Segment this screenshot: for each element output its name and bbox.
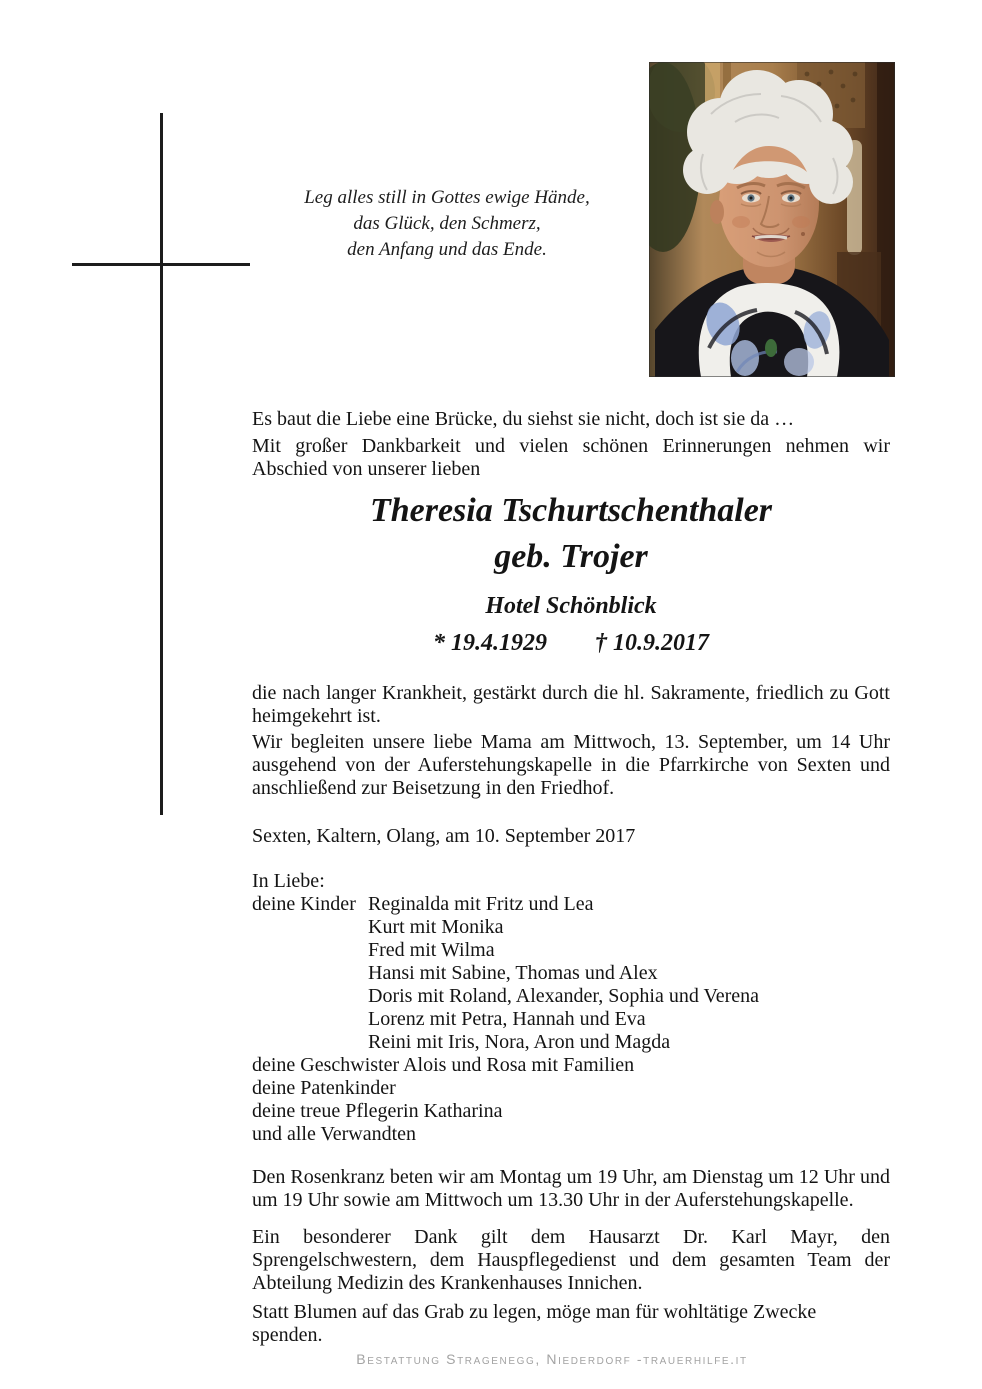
verse-line: Leg alles still in Gottes ewige Hände, (304, 187, 590, 208)
mourner-line: deine Geschwister Alois und Rosa mit Familien (252, 1054, 635, 1076)
mourner-line: und alle Verwandten (252, 1123, 417, 1145)
place-date-line: Sexten, Kaltern, Olang, am 10. September 2017 (252, 825, 636, 847)
child-row-names: Reginalda mit Fritz und Lea (368, 893, 594, 915)
death-date: † 10.9.2017 (595, 630, 709, 656)
mourner-line: deine treue Pflegerin Katharina (252, 1100, 503, 1122)
rosary-paragraph: Den Rosenkranz beten wir am Montag um 19 Uhr, am Dienstag um 12 Uhr und um 19 Uhr sowie am Mittwoch um 13.30 Uhr in der Auferstehungskapelle. (252, 1166, 890, 1211)
deceased-house: Hotel Schönblick (485, 593, 657, 619)
child-row (252, 939, 912, 962)
cross-icon-bar (72, 263, 250, 266)
child-row-label (252, 985, 368, 1008)
child-row (252, 1031, 912, 1054)
child-row-names: Kurt mit Monika (368, 916, 504, 938)
child-row (252, 985, 912, 1008)
other-mourners-list (252, 1054, 912, 1146)
intro-paragraph: Mit großer Dankbarkeit und vielen schönen Erinnerungen nehmen wir Abschied von unserer lieben (252, 435, 890, 480)
child-row-label (252, 962, 368, 985)
child-row-names: Doris mit Roland, Alexander, Sophia und Verena (368, 985, 759, 1007)
thanks-paragraph: Ein besonderer Dank gilt dem Hausarzt Dr. Karl Mayr, den Sprengelschwestern, dem Hauspflegedienst und dem gesamten Team der Abteilung Medizin des Krankenhauses Innichen. (252, 1226, 890, 1294)
verse-line: das Glück, den Schmerz, (353, 213, 541, 234)
mourners-heading: In Liebe: (252, 870, 325, 892)
child-row-names: Lorenz mit Petra, Hannah und Eva (368, 1008, 646, 1030)
passing-paragraph: die nach langer Krankheit, gestärkt durch die hl. Sakramente, friedlich zu Gott heimgekehrt ist. (252, 682, 890, 727)
child-row (252, 893, 912, 916)
child-row-names: Fred mit Wilma (368, 939, 495, 961)
child-row-names: Hansi mit Sabine, Thomas und Alex (368, 962, 658, 984)
child-row-names: Reini mit Iris, Nora, Aron und Magda (368, 1031, 671, 1053)
child-row (252, 962, 912, 985)
cross-icon (160, 113, 163, 815)
children-list (252, 893, 912, 1054)
mourner-line: deine Patenkinder (252, 1077, 396, 1099)
child-row-label (252, 1008, 368, 1031)
funeral-paragraph: Wir begleiten unsere liebe Mama am Mittwoch, 13. September, um 14 Uhr ausgehend von der Auferstehungskapelle in die Pfarrkirche von Sexten und anschließend zur Beisetzung in den Friedhof. (252, 731, 890, 799)
child-row-label: deine Kinder (252, 893, 356, 915)
portrait-photo (649, 62, 895, 377)
life-dates (252, 629, 890, 657)
child-row (252, 1008, 912, 1031)
verse-line: den Anfang und das Ende. (347, 239, 547, 260)
deceased-name: Theresia Tschurtschenthaler (369, 492, 773, 529)
child-row-label (252, 1031, 368, 1054)
child-row (252, 916, 912, 939)
deceased-maiden-name: geb. Trojer (494, 538, 648, 575)
memorial-verse (252, 185, 642, 263)
funeral-home-footer: Bestattung Stragenegg, Niederdorf -trauerhilfe.it (356, 1351, 748, 1367)
intro-line: Es baut die Liebe eine Brücke, du siehst sie nicht, doch ist sie da … (252, 408, 795, 430)
donations-paragraph: Statt Blumen auf das Grab zu legen, möge man für wohltätige Zwecke spenden. (252, 1301, 817, 1346)
child-row-label (252, 916, 368, 939)
child-row-label (252, 939, 368, 962)
birth-date: * 19.4.1929 (433, 630, 547, 656)
